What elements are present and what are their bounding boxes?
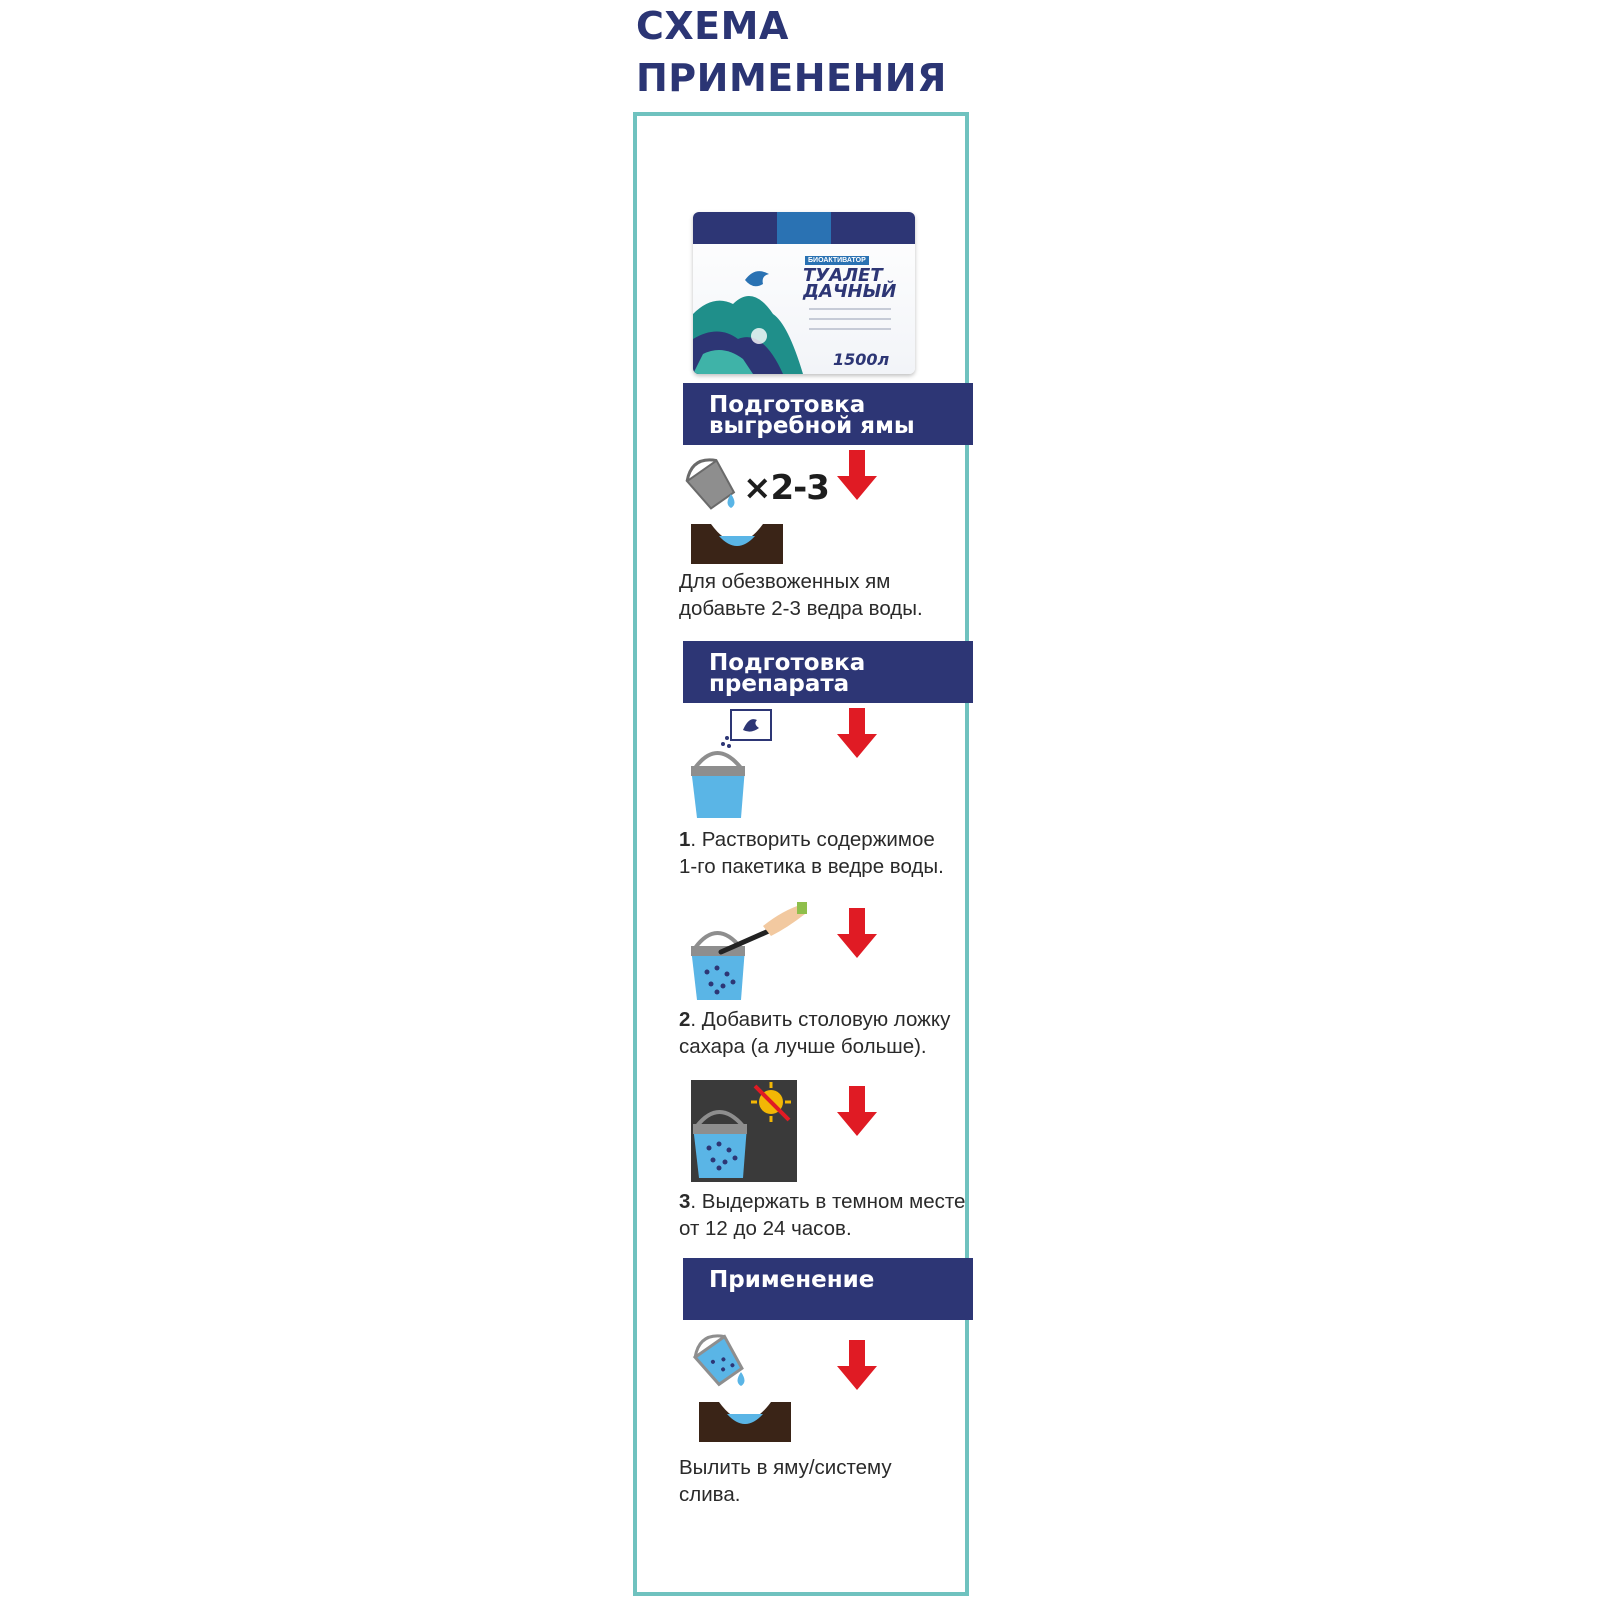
package-title (803, 265, 897, 302)
pit-step-line2: добавьте 2-3 ведра воды. (679, 597, 923, 620)
package-badge: БИОАКТИВАТОР (805, 256, 869, 265)
package-text-line (809, 318, 891, 320)
pit-step-line1: Для обезвоженных ям (679, 570, 891, 593)
section-banner-use (683, 1258, 973, 1320)
package-title-line1: ТУАЛЕТ (803, 265, 883, 286)
section-prep-line2: препарата (709, 671, 850, 697)
prep-step-2-num: 2 (679, 1008, 691, 1031)
instruction-frame (633, 112, 969, 1596)
prep-step-2-line2: сахара (а лучше больше). (679, 1035, 927, 1058)
page-title (636, 0, 947, 104)
down-arrow-icon (837, 708, 877, 758)
pit-step-text (679, 568, 971, 622)
package-landscape-illustration (693, 244, 803, 374)
use-step-line2: слива. (679, 1483, 741, 1506)
down-arrow-icon (837, 1086, 877, 1136)
page-title-line2: ПРИМЕНЕНИЯ (636, 56, 947, 100)
dissolve-bucket-icon (687, 708, 783, 826)
prep-step-1-num: 1 (679, 828, 691, 851)
prep-step-1-text (679, 826, 971, 880)
section-use-line1: Применение (709, 1267, 875, 1293)
package-weight: 1500л (833, 350, 890, 369)
package-logo-band (777, 212, 831, 244)
spoon-icon (721, 930, 771, 952)
prep-step-3-num: 3 (679, 1190, 691, 1213)
dark-place-icon (691, 1080, 797, 1182)
package-text-line (809, 308, 891, 310)
pit-soil-icon (699, 1402, 791, 1442)
section-pit-line2: выгребной ямы (709, 413, 915, 439)
bird-icon (745, 271, 769, 286)
prep-step-3-line2: от 12 до 24 часов. (679, 1217, 852, 1240)
section-banner-pit (683, 383, 973, 445)
section-banner-prep (683, 641, 973, 703)
use-step-text (679, 1454, 971, 1508)
prep-step-1-line1: . Растворить содержимое (690, 828, 935, 851)
package-text-line (809, 328, 891, 330)
pouring-mixture-bucket-icon (689, 1332, 751, 1394)
prep-step-3-text (679, 1188, 971, 1242)
down-arrow-icon (837, 908, 877, 958)
prep-step-2-text (679, 1006, 971, 1060)
bucket-multiplier: ×2-3 (743, 468, 829, 508)
prep-step-1-line2: 1-го пакетика в ведре воды. (679, 855, 944, 878)
prep-step-2-line1: . Добавить столовую ложку (690, 1008, 951, 1031)
section-prep-line1: Подготовка (709, 650, 866, 676)
pouring-bucket-icon (681, 456, 741, 514)
package-title-line2: ДАЧНЫЙ (803, 281, 897, 302)
section-pit-line1: Подготовка (709, 392, 866, 418)
page-title-line1: СХЕМА (636, 4, 789, 48)
down-arrow-icon (837, 1340, 877, 1390)
pit-soil-icon (691, 524, 783, 564)
down-arrow-icon (837, 450, 877, 500)
water-drop-icon (738, 1372, 745, 1386)
product-package-image (693, 212, 915, 374)
use-step-line1: Вылить в яму/систему (679, 1456, 892, 1479)
prep-step-3-line1: . Выдержать в темном месте (690, 1190, 966, 1213)
sugar-spoon-bucket-icon (687, 902, 807, 1006)
